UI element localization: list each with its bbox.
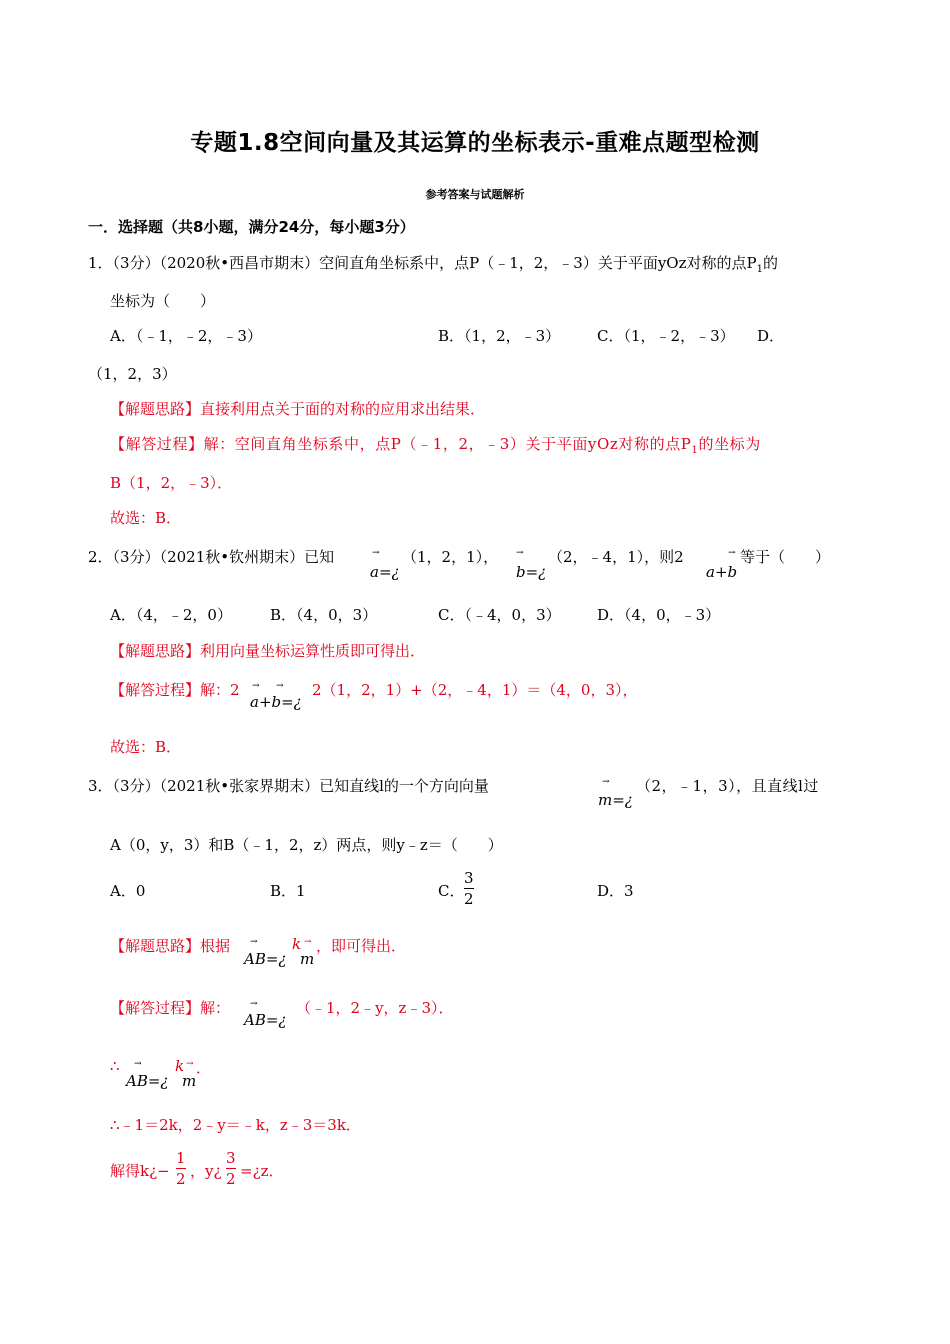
- q3-option-c: C．: [438, 882, 465, 900]
- q2-option-d: D．（4，0，﹣3）: [597, 606, 721, 624]
- vector-arrow-icon: →: [250, 937, 258, 947]
- q2-answer: 故选：B．: [110, 738, 182, 756]
- q3-vector-ab-2: AB=¿: [244, 1011, 287, 1029]
- q2-option-b: B．（4，0，3）: [270, 606, 378, 624]
- q1-option-d-value: （1，2，3）: [88, 365, 177, 383]
- q3-solution-result-mid: ，y¿: [190, 1162, 222, 1180]
- q2-stem-part3: （2，﹣4，1），则2: [548, 548, 684, 566]
- q3-solution-coordinates: （﹣1，2﹣y，z﹣3）．: [296, 999, 454, 1017]
- vector-arrow-icon: →: [602, 777, 610, 787]
- q1-solution-process-line2: B（1，2，﹣3）．: [110, 474, 233, 492]
- vector-arrow-icon: →: [134, 1059, 142, 1069]
- vector-arrow-icon: →: [516, 548, 524, 558]
- q3-solution-equations: ∴﹣1＝2k，2﹣y＝﹣k，z﹣3＝3k．: [110, 1116, 361, 1134]
- q3-period: ．: [196, 1059, 212, 1077]
- q3-solution-result-end: =¿z．: [240, 1162, 284, 1180]
- page-subtitle: 参考答案与试题解析: [425, 188, 525, 201]
- q2-option-c: C．（﹣4，0，3）: [438, 606, 561, 624]
- q3-solution-idea: 【解题思路】根据: [110, 937, 231, 955]
- q3-vector-m-ref-2: m: [182, 1072, 197, 1090]
- q3-stem-part2: （2，﹣1，3），且直线l过: [636, 777, 819, 795]
- q1-solution-idea: 【解题思路】直接利用点关于面的对称的应用求出结果．: [110, 400, 486, 418]
- page-title: 专题1.8空间向量及其运算的坐标表示-重难点题型检测: [190, 130, 760, 156]
- q2-stem-part4: 等于（ ）: [740, 548, 831, 566]
- q1-stem-line1: 1．（3分）（2020秋•西昌市期末）空间直角坐标系中，点P（﹣1，2，﹣3）关于平面yOz对称的点$P_1$的: [88, 254, 778, 275]
- q3-option-d: D．3: [597, 882, 634, 900]
- q3-fraction-three-halves: 3 2: [226, 1149, 236, 1188]
- q3-option-b: B．1: [270, 882, 306, 900]
- q3-fraction-one-half: 1 2: [176, 1149, 186, 1188]
- vector-arrow-icon: →: [372, 548, 380, 558]
- q2-option-a: A．（4，﹣2，0）: [110, 606, 232, 624]
- therefore-symbol: ∴: [110, 1057, 120, 1075]
- q3-option-c-fraction: 3 2: [464, 869, 474, 908]
- q3-stem-part1: 3．（3分）（2021秋•张家界期末）已知直线l的一个方向向量: [88, 777, 489, 795]
- q1-option-c: C．（1，﹣2，﹣3）: [597, 327, 735, 345]
- q2-stem-part1: 2．（3分）（2021秋•钦州期末）已知: [88, 548, 335, 566]
- q3-stem-line2: A（0，y，3）和B（﹣1，2，z）两点，则y﹣z＝（ ）: [110, 836, 503, 854]
- q3-vector-ab: AB=¿: [244, 950, 287, 968]
- section-heading: 一．选择题（共8小题，满分24分，每小题3分）: [88, 218, 415, 236]
- q2-solution-process: 【解答过程】解：2: [110, 681, 240, 699]
- q1-option-a: A．（﹣1，﹣2，﹣3）: [110, 327, 262, 345]
- q1-option-b: B．（1，2，﹣3）: [438, 327, 561, 345]
- vector-arrow-icon: →: [250, 999, 258, 1009]
- q3-vector-m-ref: m: [300, 950, 315, 968]
- q3-solution-idea-end: ，即可得出．: [316, 937, 407, 955]
- q2-vector-2a-plus-b: a+b: [706, 563, 738, 581]
- q3-solution-process: 【解答过程】解：: [110, 999, 231, 1017]
- q1-solution-process-line1: 【解答过程】解：空间直角坐标系中，点P（﹣1，2，﹣3）关于平面yOz对称的点$P_1$的坐标为: [110, 435, 761, 456]
- vector-arrow-icon: →: [276, 681, 284, 691]
- q2-solution-idea: 【解题思路】利用向量坐标运算性质即可得出．: [110, 642, 426, 660]
- q2-stem-part2: （1，2，1），: [402, 548, 499, 566]
- q1-stem-line2: 坐标为（ ）: [110, 292, 216, 310]
- q2-vector-b: b=¿: [516, 563, 547, 581]
- q3-option-a: A．0: [110, 882, 146, 900]
- q2-vector-expression: a+b=¿: [250, 693, 302, 711]
- q1-answer: 故选：B．: [110, 509, 182, 527]
- q1-option-d: D．: [757, 327, 785, 345]
- vector-arrow-icon: →: [728, 548, 736, 558]
- vector-arrow-icon: →: [186, 1059, 194, 1069]
- q3-scalar-k: k: [292, 935, 302, 953]
- q2-solution-calculation: 2（1，2，1）+（2，﹣4，1）＝（4，0，3），: [312, 681, 638, 699]
- q3-vector-m: m=¿: [598, 791, 633, 809]
- q3-vector-ab-3: AB=¿: [126, 1072, 169, 1090]
- q3-solution-result: 解得k¿−: [110, 1162, 170, 1180]
- vector-arrow-icon: →: [304, 937, 312, 947]
- q3-scalar-k-2: k: [175, 1057, 185, 1075]
- vector-arrow-icon: →: [252, 681, 260, 691]
- q2-vector-a: a=¿: [370, 563, 400, 581]
